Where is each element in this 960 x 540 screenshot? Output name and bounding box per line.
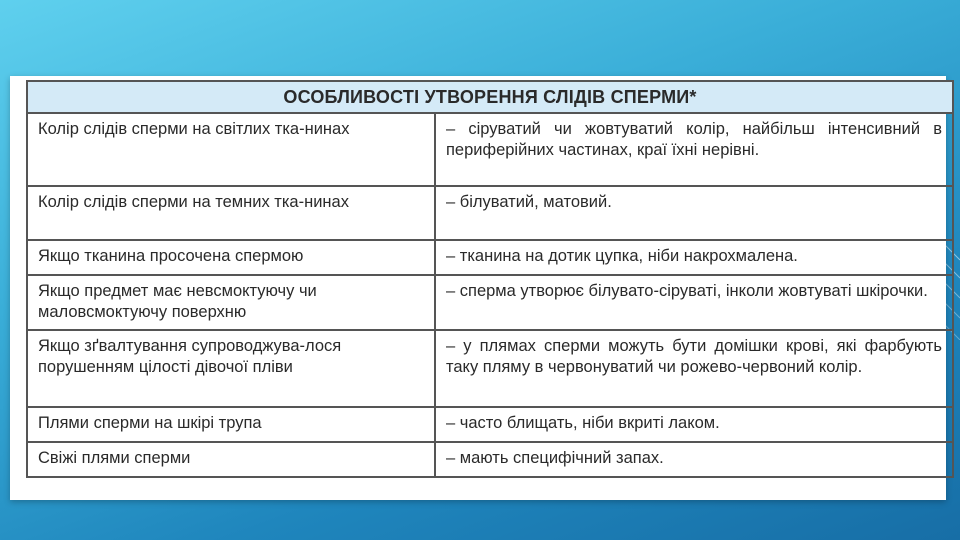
feature-cell: – сіруватий чи жовтуватий колір, найбільш інтенсивний в периферійних частинах, краї їхні нерівні. — [435, 113, 953, 186]
table-row — [27, 240, 953, 275]
condition-cell: Якщо зґвалтування супроводжува-лося порушенням цілості дівочої пліви — [27, 330, 435, 407]
feature-cell: – часто блищать, ніби вкриті лаком. — [435, 407, 953, 442]
condition-cell: Якщо тканина просочена спермою — [27, 240, 435, 275]
feature-cell: – у плямах сперми можуть бути домішки крові, які фарбують таку пляму в червонуватий чи рожево-червоний колір. — [435, 330, 953, 407]
condition-cell: Колір слідів сперми на темних тка-нинах — [27, 186, 435, 240]
feature-cell: – білуватий, матовий. — [435, 186, 953, 240]
condition-cell: Свіжі плями сперми — [27, 442, 435, 477]
table-row — [27, 442, 953, 477]
table-row — [27, 330, 953, 407]
table-header-row — [27, 81, 953, 113]
feature-cell: – сперма утворює білувато-сіруваті, інколи жовтуваті шкірочки. — [435, 275, 953, 330]
feature-cell: – мають специфічний запах. — [435, 442, 953, 477]
table-row — [27, 186, 953, 240]
condition-cell: Колір слідів сперми на світлих тка-нинах — [27, 113, 435, 186]
condition-cell: Плями сперми на шкірі трупа — [27, 407, 435, 442]
table-row — [27, 407, 953, 442]
table-title: ОСОБЛИВОСТІ УТВОРЕННЯ СЛІДІВ СПЕРМИ* — [27, 81, 953, 113]
features-table — [26, 80, 954, 478]
condition-cell: Якщо предмет має невсмоктуючу чи маловсмоктуючу поверхню — [27, 275, 435, 330]
slide-content — [10, 76, 946, 500]
feature-cell: – тканина на дотик цупка, ніби накрохмалена. — [435, 240, 953, 275]
table-row — [27, 275, 953, 330]
table-row — [27, 113, 953, 186]
